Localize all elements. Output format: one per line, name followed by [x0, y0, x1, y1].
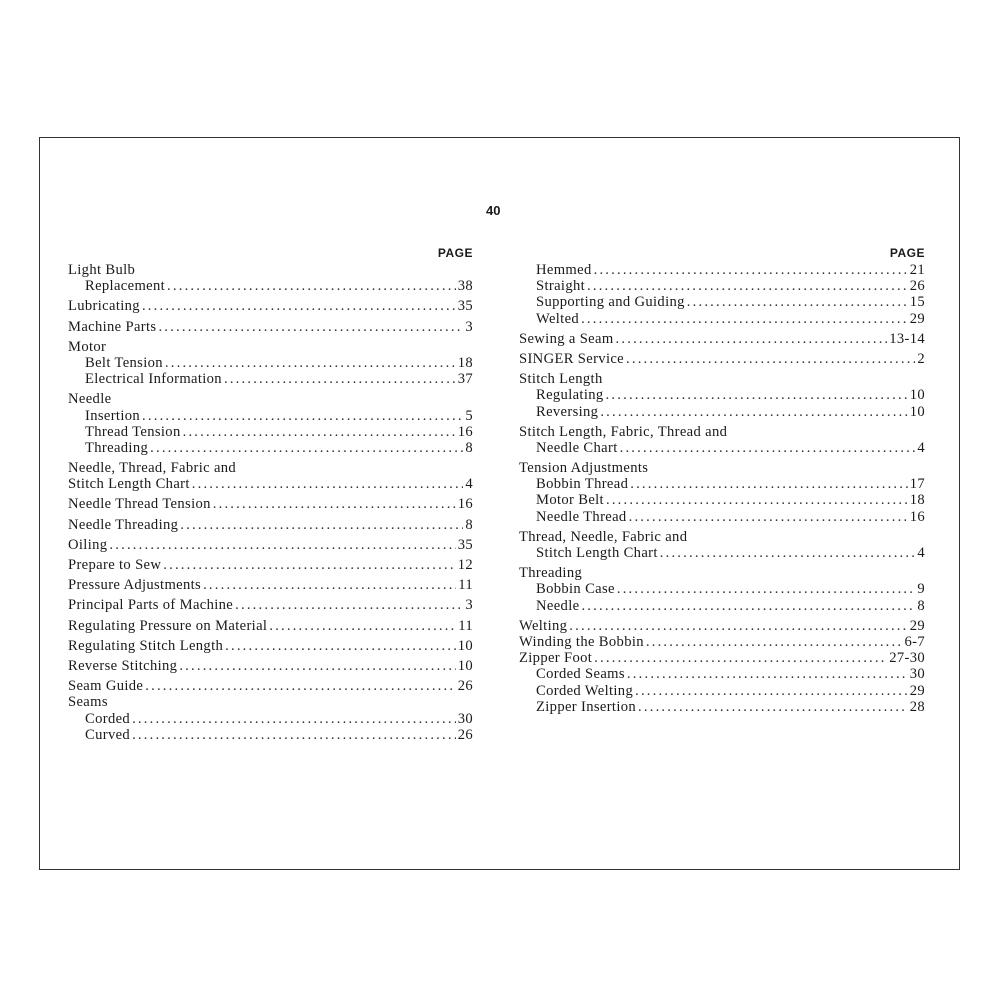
- index-entry: [68, 319, 473, 335]
- index-entry-page: 3: [465, 597, 473, 614]
- index-entry-text: Needle: [536, 597, 580, 614]
- index-entry-text: Motor Belt: [536, 492, 604, 509]
- page-number: 40: [486, 203, 501, 218]
- index-entry: [519, 618, 925, 634]
- index-entry-text: Belt Tension: [85, 354, 163, 371]
- index-entry-page: 21: [909, 262, 925, 278]
- index-entry: [68, 537, 473, 553]
- index-entry-text: Bobbin Case: [536, 581, 615, 598]
- index-entry: [68, 355, 473, 371]
- dot-leader: [225, 638, 456, 654]
- index-entry-page: 6-7: [904, 633, 925, 650]
- index-entry-text: Needle Chart: [536, 439, 618, 456]
- index-entry-text: Regulating: [536, 387, 604, 404]
- index-entry: [519, 666, 925, 682]
- dot-leader: [142, 408, 463, 424]
- index-entry-page: 26: [457, 678, 473, 695]
- index-entry: [519, 492, 925, 508]
- index-entry: [68, 678, 473, 694]
- index-entry-page: 26: [457, 726, 473, 743]
- index-entry-text: Welting: [519, 617, 568, 634]
- index-entry: [68, 440, 473, 456]
- dot-leader: [581, 311, 908, 327]
- dot-leader: [606, 387, 908, 403]
- index-entry: [68, 424, 473, 440]
- index-entry-text: Regulating Stitch Length: [68, 637, 224, 654]
- index-entry: [519, 565, 925, 581]
- index-entry-text: Hemmed: [536, 262, 592, 278]
- index-entry: [68, 371, 473, 387]
- index-entry-text: Pressure Adjustments: [68, 577, 202, 594]
- index-entry-text: Seams: [68, 694, 108, 711]
- index-entry-page: 30: [909, 666, 925, 683]
- index-entry-page: 17: [909, 476, 925, 493]
- dot-leader: [660, 545, 916, 561]
- index-entry: [519, 424, 925, 440]
- index-entry: [519, 581, 925, 597]
- dot-leader: [213, 496, 456, 512]
- index-entries: [68, 262, 473, 743]
- dot-leader: [569, 618, 907, 634]
- index-entry-text: Threading: [85, 439, 149, 456]
- index-entry: [68, 638, 473, 654]
- index-entry-page: 26: [909, 278, 925, 295]
- dot-leader: [594, 650, 887, 666]
- index-entry-page: 11: [458, 577, 473, 594]
- index-entry-page: 10: [457, 657, 473, 674]
- index-entry: [68, 298, 473, 314]
- index-entry: [519, 476, 925, 492]
- index-entry-text: Needle: [68, 391, 112, 408]
- index-entry-page: 10: [909, 403, 925, 420]
- index-entry-text: Stitch Length Chart: [536, 545, 658, 561]
- dot-leader: [646, 634, 903, 650]
- index-entry: [519, 404, 925, 420]
- index-entry: [68, 460, 473, 476]
- index-entry-text: Needle, Thread, Fabric and: [68, 460, 237, 477]
- index-entry-text: Electrical Information: [85, 371, 222, 388]
- index-entry: [519, 683, 925, 699]
- index-entry-page: 37: [457, 371, 473, 388]
- index-entry-page: 5: [465, 407, 473, 424]
- dot-leader: [179, 658, 455, 674]
- index-entry-text: Sewing a Seam: [519, 330, 614, 347]
- index-entry-page: 10: [909, 387, 925, 404]
- index-entries: [519, 262, 925, 715]
- dot-leader: [594, 262, 908, 278]
- index-entry: [68, 577, 473, 593]
- index-entry-text: Machine Parts: [68, 318, 157, 335]
- index-entry: [68, 339, 473, 355]
- index-entry: [519, 311, 925, 327]
- dot-leader: [163, 557, 455, 573]
- dot-leader: [145, 678, 455, 694]
- index-entry: [68, 711, 473, 727]
- index-entry-page: 28: [909, 698, 925, 715]
- index-entry-page: 18: [457, 354, 473, 371]
- index-entry-page: 8: [917, 597, 925, 614]
- index-entry-text: Winding the Bobbin: [519, 633, 644, 650]
- index-entry-page: 8: [465, 439, 473, 456]
- index-entry-text: Light Bulb: [68, 262, 136, 278]
- index-entry: [519, 294, 925, 310]
- dot-leader: [109, 537, 455, 553]
- index-entry: [519, 278, 925, 294]
- index-entry-text: Thread Tension: [85, 423, 181, 440]
- index-entry: [519, 331, 925, 347]
- index-entry-text: Needle Thread: [536, 508, 627, 525]
- dot-leader: [606, 492, 908, 508]
- dot-leader: [587, 278, 908, 294]
- index-entry-text: Thread, Needle, Fabric and: [519, 528, 688, 545]
- index-entry-page: 16: [457, 423, 473, 440]
- index-entry-page: 15: [909, 294, 925, 311]
- index-entry-text: Supporting and Guiding: [536, 294, 685, 311]
- index-entry: [519, 460, 925, 476]
- index-entry-page: 11: [458, 617, 473, 634]
- index-entry: [68, 618, 473, 634]
- index-entry: [519, 387, 925, 403]
- index-entry-text: Zipper Foot: [519, 650, 593, 667]
- dot-leader: [132, 727, 456, 743]
- index-entry-page: 27-30: [889, 650, 925, 667]
- index-entry: [519, 598, 925, 614]
- index-entry: [519, 440, 925, 456]
- index-entry: [68, 408, 473, 424]
- index-entry: [519, 262, 925, 278]
- index-column-left: [68, 246, 473, 743]
- dot-leader: [150, 440, 463, 456]
- index-entry-page: 38: [457, 278, 473, 295]
- index-entry-text: Reverse Stitching: [68, 657, 178, 674]
- index-entry-page: 2: [917, 350, 925, 367]
- index-entry-text: Motor: [68, 338, 107, 355]
- index-entry-text: Bobbin Thread: [536, 476, 629, 493]
- dot-leader: [183, 424, 456, 440]
- index-entry-text: Lubricating: [68, 298, 140, 315]
- index-entry-text: Straight: [536, 278, 586, 295]
- index-entry: [519, 634, 925, 650]
- dot-leader: [627, 666, 908, 682]
- index-entry-page: 4: [917, 439, 925, 456]
- dot-leader: [620, 440, 916, 456]
- index-entry-page: 8: [465, 516, 473, 533]
- index-entry-page: 9: [917, 581, 925, 598]
- dot-leader: [203, 577, 456, 593]
- index-entry-page: 18: [909, 492, 925, 509]
- index-entry-text: Threading: [519, 565, 583, 582]
- page-column-heading: PAGE: [889, 246, 925, 260]
- dot-leader: [581, 598, 915, 614]
- dot-leader: [180, 517, 463, 533]
- index-entry-text: Reversing: [536, 403, 599, 420]
- index-entry-text: Corded Seams: [536, 666, 625, 683]
- index-entry-page: 12: [457, 557, 473, 573]
- index-entry-text: Principal Parts of Machine: [68, 597, 234, 614]
- index-entry-text: Replacement: [85, 278, 166, 295]
- index-entry-text: Corded Welting: [536, 682, 634, 699]
- index-entry: [68, 557, 473, 573]
- index-entry-page: 13-14: [889, 330, 925, 347]
- dot-leader: [192, 476, 464, 492]
- index-entry-text: Oiling: [68, 536, 108, 553]
- index-entry-page: 4: [917, 545, 925, 561]
- index-entry-page: 16: [457, 496, 473, 513]
- index-entry-text: Insertion: [85, 407, 141, 424]
- index-entry-page: 16: [909, 508, 925, 525]
- index-entry-page: 4: [465, 476, 473, 493]
- dot-leader: [235, 597, 463, 613]
- index-entry: [519, 529, 925, 545]
- dot-leader: [626, 351, 915, 367]
- index-entry-text: Stitch Length: [519, 371, 603, 388]
- index-entry-page: 30: [457, 710, 473, 727]
- dot-leader: [635, 683, 908, 699]
- index-entry: [68, 727, 473, 743]
- dot-leader: [165, 355, 456, 371]
- index-entry: [519, 351, 925, 367]
- index-entry-text: Zipper Insertion: [536, 698, 637, 715]
- index-entry: [519, 650, 925, 666]
- page-column-heading: PAGE: [437, 246, 473, 260]
- dot-leader: [687, 294, 908, 310]
- dot-leader: [132, 711, 456, 727]
- index-entry: [68, 694, 473, 710]
- index-entry: [519, 545, 925, 561]
- index-entry-page: 35: [457, 536, 473, 553]
- index-entry-page: 29: [909, 310, 925, 327]
- index-entry-text: Seam Guide: [68, 678, 144, 695]
- dot-leader: [638, 699, 908, 715]
- index-entry-page: 29: [909, 682, 925, 699]
- index-entry-text: SINGER Service: [519, 350, 625, 367]
- index-entry-page: 35: [457, 298, 473, 315]
- index-entry-text: Welted: [536, 310, 580, 327]
- index-entry: [68, 658, 473, 674]
- index-entry: [519, 699, 925, 715]
- index-entry: [68, 391, 473, 407]
- index-entry-page: 29: [909, 617, 925, 634]
- index-column-right: [519, 246, 925, 715]
- dot-leader: [600, 404, 907, 420]
- index-entry: [68, 476, 473, 492]
- index-entry: [68, 517, 473, 533]
- index-entry-text: Needle Thread Tension: [68, 496, 211, 513]
- index-entry-text: Corded: [85, 710, 131, 727]
- dot-leader: [629, 509, 908, 525]
- index-entry-text: Stitch Length Chart: [68, 476, 190, 493]
- dot-leader: [269, 618, 456, 634]
- index-entry-text: Curved: [85, 726, 131, 743]
- dot-leader: [167, 278, 456, 294]
- index-entry: [519, 371, 925, 387]
- index-entry-text: Regulating Pressure on Material: [68, 617, 268, 634]
- index-entry-text: Stitch Length, Fabric, Thread and: [519, 423, 728, 440]
- index-entry-text: Tension Adjustments: [519, 460, 649, 477]
- index-entry-page: 3: [465, 318, 473, 335]
- index-entry: [519, 509, 925, 525]
- index-entry: [68, 278, 473, 294]
- dot-leader: [630, 476, 907, 492]
- index-entry-text: Prepare to Sew: [68, 557, 162, 573]
- dot-leader: [617, 581, 916, 597]
- index-entry: [68, 597, 473, 613]
- dot-leader: [616, 331, 888, 347]
- index-entry-text: Needle Threading: [68, 516, 179, 533]
- index-entry: [68, 496, 473, 512]
- index-entry: [68, 262, 473, 278]
- dot-leader: [158, 319, 463, 335]
- index-entry-page: 10: [457, 637, 473, 654]
- dot-leader: [142, 298, 456, 314]
- dot-leader: [224, 371, 456, 387]
